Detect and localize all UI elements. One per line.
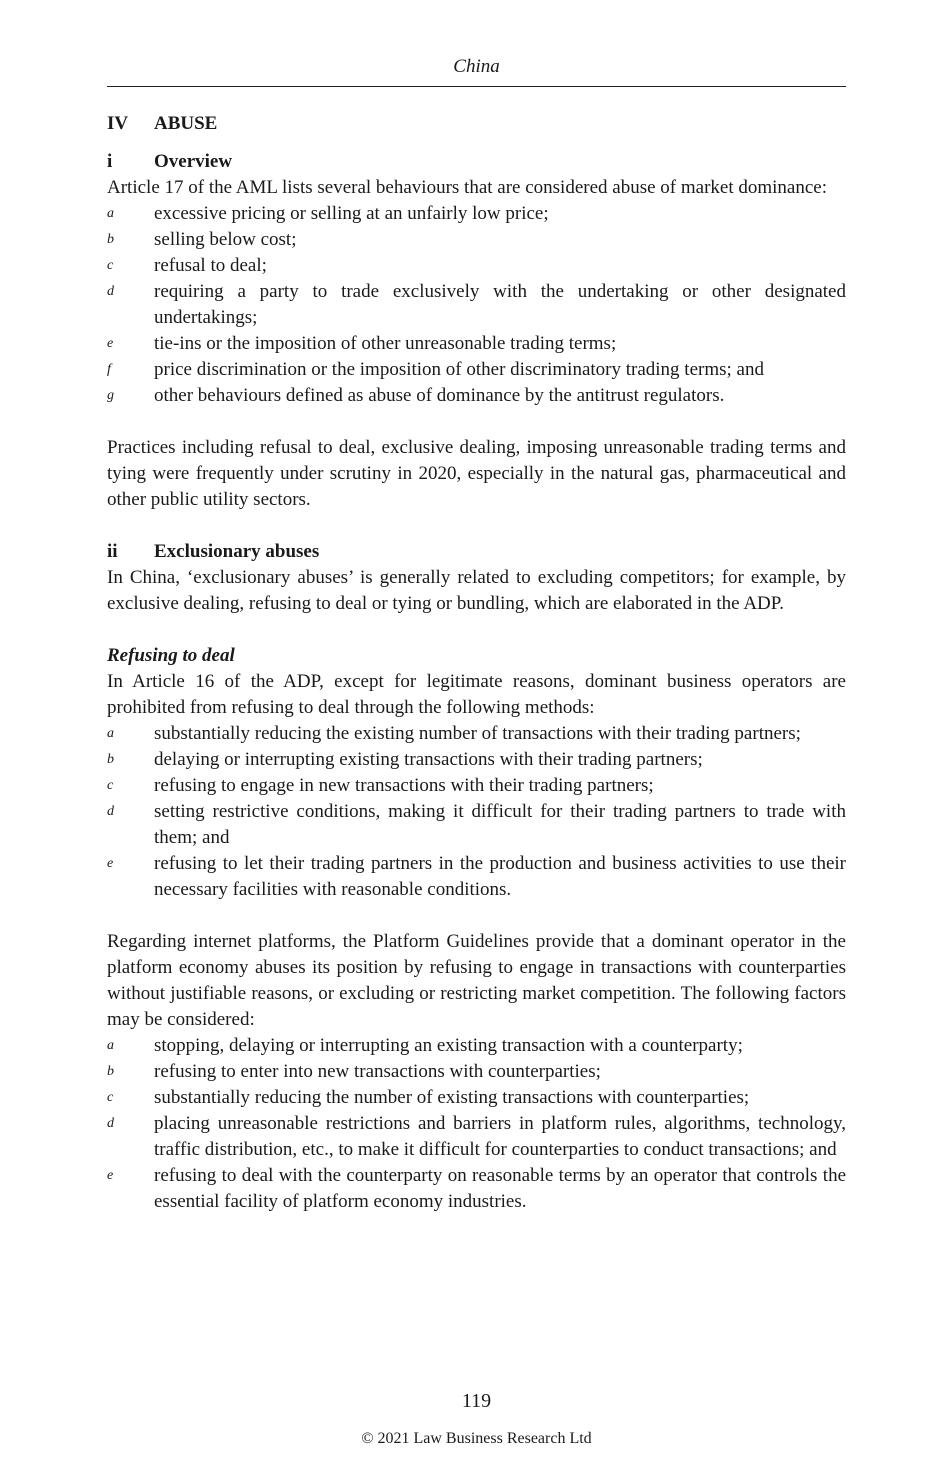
list-item-text: tie-ins or the imposition of other unreasonable trading terms;: [154, 333, 617, 354]
list-item-text: placing unreasonable restrictions and barriers in platform rules, algorithms, technology, traffic distribution, etc., to make it difficult for counterparties to conduct transactions; and: [154, 1113, 846, 1160]
list-marker: b: [107, 1064, 114, 1079]
list-item: [107, 201, 846, 227]
list-item: [107, 773, 846, 799]
page-number: 119: [461, 1390, 492, 1412]
list-item: [107, 1163, 846, 1215]
section-number: IV: [107, 113, 129, 134]
list-item-text: setting restrictive conditions, making it difficult for their trading partners to trade with them; and: [154, 801, 846, 848]
header-rule: [107, 86, 846, 87]
subsection-number: ii: [107, 541, 118, 562]
list-item-text: refusing to let their trading partners in the production and business activities to use their necessary facilities with reasonable conditions.: [154, 853, 846, 900]
list-marker: c: [107, 778, 114, 793]
platform-guidelines-paragraph: Regarding internet platforms, the Platform Guidelines provide that a dominant operator in the platform economy abuses its position by refusing to engage in transactions with counterparties without justifiable reasons, or excluding or restricting market competition. The following factors may be considered:: [107, 931, 846, 1030]
list-marker: c: [107, 1090, 114, 1105]
list-item: [107, 747, 846, 773]
list-marker: a: [107, 726, 114, 741]
abuse-behaviours-list: [107, 201, 846, 409]
list-item-text: substantially reducing the number of existing transactions with counterparties;: [154, 1087, 750, 1108]
subsection-number: i: [107, 151, 113, 172]
list-item: [107, 357, 846, 383]
page-body: [107, 111, 846, 1215]
copyright-notice: © 2021 Law Business Research Ltd: [361, 1430, 592, 1447]
list-marker: e: [107, 336, 114, 351]
overview-closing-paragraph: Practices including refusal to deal, exclusive dealing, imposing unreasonable trading terms and tying were frequently under scrutiny in 2020, especially in the natural gas, pharmaceutical and other public utility sectors.: [107, 437, 846, 510]
list-marker: a: [107, 1038, 114, 1053]
list-item: [107, 1111, 846, 1163]
subsection-title: Exclusionary abuses: [154, 541, 320, 562]
running-head: China: [453, 56, 500, 77]
overview-intro: Article 17 of the AML lists several behaviours that are considered abuse of market dominance:: [107, 177, 828, 198]
list-marker: b: [107, 232, 114, 247]
list-item: [107, 1085, 846, 1111]
list-item: [107, 1059, 846, 1085]
platform-factors-list: [107, 1033, 846, 1215]
list-item: [107, 253, 846, 279]
list-marker: e: [107, 1168, 114, 1183]
refusing-intro: In Article 16 of the ADP, except for legitimate reasons, dominant business operators are prohibited from refusing to deal through the following methods:: [107, 671, 846, 718]
list-item: [107, 721, 846, 747]
list-item-text: price discrimination or the imposition of other discriminatory trading terms; and: [154, 359, 764, 380]
list-item-text: excessive pricing or selling at an unfairly low price;: [154, 203, 549, 224]
subsection-heading-exclusionary: [107, 539, 846, 565]
list-marker: d: [107, 1116, 114, 1131]
list-item: [107, 331, 846, 357]
list-marker: d: [107, 804, 114, 819]
list-marker: g: [107, 388, 114, 403]
list-item-text: selling below cost;: [154, 229, 297, 250]
list-item: [107, 799, 846, 851]
list-item-text: other behaviours defined as abuse of dominance by the antitrust regulators.: [154, 385, 725, 406]
list-item-text: delaying or interrupting existing transactions with their trading partners;: [154, 749, 703, 770]
list-item: [107, 279, 846, 331]
list-marker: d: [107, 284, 114, 299]
list-marker: f: [107, 362, 111, 377]
list-item-text: refusing to engage in new transactions with their trading partners;: [154, 775, 654, 796]
subsection-heading-overview: [107, 149, 846, 175]
list-item: [107, 383, 846, 409]
list-item: [107, 851, 846, 903]
refusal-methods-list: [107, 721, 846, 903]
list-item-text: refusal to deal;: [154, 255, 267, 276]
list-marker: b: [107, 752, 114, 767]
section-title: ABUSE: [154, 113, 218, 134]
list-item-text: refusing to deal with the counterparty on reasonable terms by an operator that controls the essential facility of platform economy industries.: [154, 1165, 846, 1212]
subsection-title: Overview: [154, 151, 233, 172]
list-item-text: refusing to enter into new transactions with counterparties;: [154, 1061, 601, 1082]
exclusionary-paragraph: In China, ‘exclusionary abuses’ is generally related to excluding competitors; for example, by exclusive dealing, refusing to deal or tying or bundling, which are elaborated in the ADP.: [107, 567, 846, 614]
list-marker: a: [107, 206, 114, 221]
list-marker: c: [107, 258, 114, 273]
list-item: [107, 1033, 846, 1059]
refusing-to-deal-heading: Refusing to deal: [107, 645, 235, 666]
list-marker: e: [107, 856, 114, 871]
list-item-text: stopping, delaying or interrupting an existing transaction with a counterparty;: [154, 1035, 743, 1056]
list-item-text: substantially reducing the existing number of transactions with their trading partners;: [154, 723, 801, 744]
list-item: [107, 227, 846, 253]
section-heading: [107, 111, 846, 137]
list-item-text: requiring a party to trade exclusively with the undertaking or other designated undertakings;: [154, 281, 846, 328]
